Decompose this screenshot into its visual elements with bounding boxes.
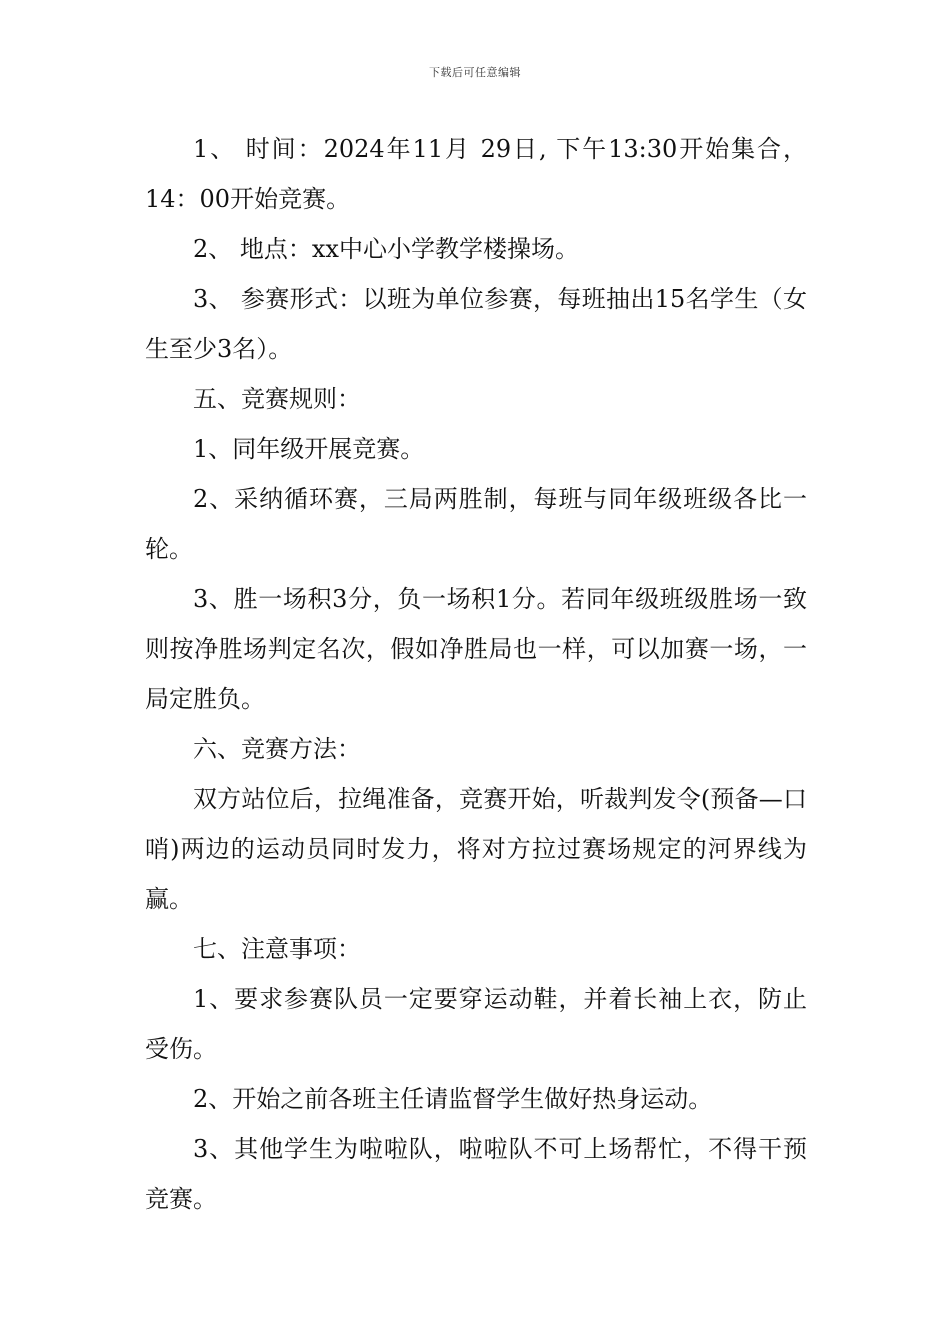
paragraph-location: 2、 地点：xx中心小学教学楼操场。 (193, 235, 579, 263)
document-body (145, 124, 807, 1224)
paragraph-rule-1: 1、同年级开展竞赛。 (193, 435, 425, 463)
paragraph-note-3: 3、其他学生为啦啦队，啦啦队不可上场帮忙，不得干预竞赛。 (145, 1135, 807, 1213)
paragraph-time: 1、 时间：2024年11月 29日, 下午13:30开始集合，14：00开始竞赛。 (145, 135, 807, 213)
paragraph-rule-2: 2、采纳循环赛，三局两胜制，每班与同年级班级各比一轮。 (145, 485, 807, 563)
paragraph-format: 3、 参赛形式：以班为单位参赛，每班抽出15名学生（女生至少3名）。 (145, 285, 807, 363)
page-header: 下载后可任意编辑 (429, 66, 521, 79)
paragraph-rule-3: 3、胜一场积3分，负一场积1分。若同年级班级胜场一致则按净胜场判定名次，假如净胜局也一样，可以加赛一场，一局定胜负。 (145, 585, 807, 713)
paragraph-method: 双方站位后，拉绳准备，竞赛开始，听裁判发令(预备—口哨)两边的运动员同时发力，将对方拉过赛场规定的河界线为赢。 (145, 785, 807, 913)
paragraph-note-2: 2、开始之前各班主任请监督学生做好热身运动。 (193, 1085, 713, 1113)
paragraph-note-1: 1、要求参赛队员一定要穿运动鞋，并着长袖上衣，防止受伤。 (145, 985, 807, 1063)
section-heading-method: 六、竞赛方法： (193, 735, 361, 763)
section-heading-notes: 七、注意事项： (193, 935, 361, 963)
section-heading-rules: 五、竞赛规则： (193, 385, 361, 413)
